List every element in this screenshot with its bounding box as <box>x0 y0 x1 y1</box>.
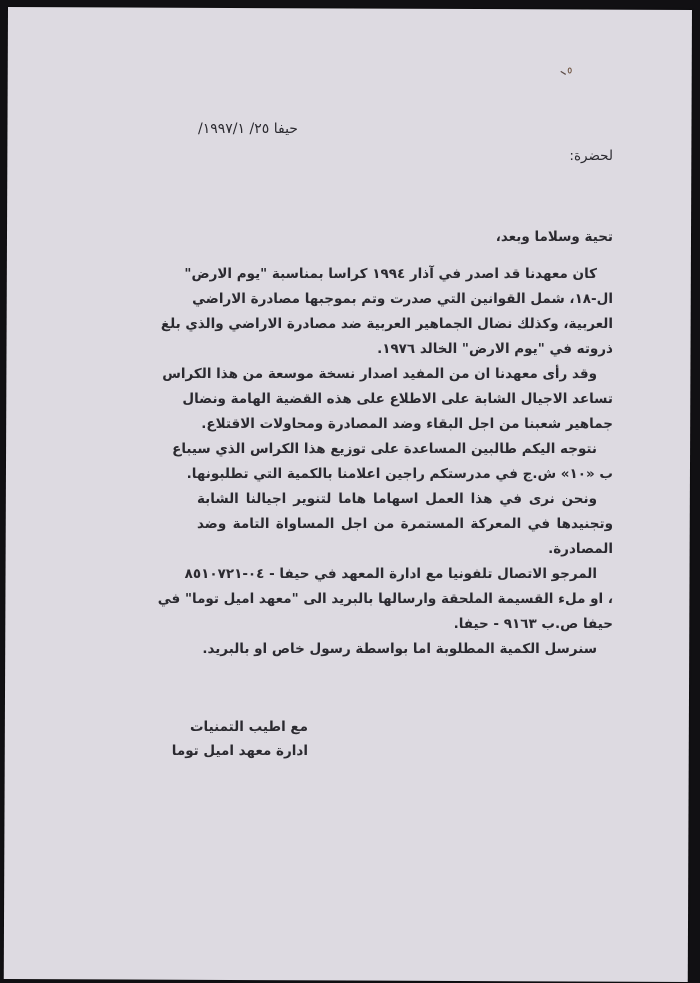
recipient-label: لحضرة: <box>569 148 613 164</box>
ink-mark-icon <box>560 66 574 76</box>
signature-line: ادارة معهد اميل توما <box>171 743 308 759</box>
body-line: المرجو الاتصال تلفونيا مع ادارة المعهد في حيفا - ٠٤-٨٥١٠٧٢١ <box>184 566 597 582</box>
body-line: نتوجه اليكم طالبين المساعدة على توزيع هذا الكراس الذي سيباع <box>172 441 597 457</box>
letter-body <box>157 262 613 662</box>
paragraph-3 <box>172 437 613 487</box>
closing-line: مع اطيب التمنيات <box>189 719 308 735</box>
paragraph-6 <box>197 637 613 662</box>
paragraph-4 <box>197 487 613 562</box>
paragraph-2 <box>162 362 613 437</box>
body-line: حيفا ص.ب ٩١٦٣ - حيفا. <box>453 616 613 632</box>
greeting: تحية وسلاما وبعد، <box>495 229 613 245</box>
body-line: جماهير شعبنا من اجل البقاء وضد المصادرة ومحاولات الاقتلاع. <box>201 416 613 432</box>
body-line: المصادرة. <box>548 541 613 557</box>
body-line: ، او ملء القسيمة الملحقة وارسالها بالبريد الى "معهد اميل توما" في <box>157 591 613 607</box>
body-line: ذروته في "يوم الارض" الخالد ١٩٧٦. <box>377 341 613 357</box>
paragraph-5 <box>157 562 613 637</box>
body-line: تساعد الاجيال الشابة على الاطلاع على هذه القضية الهامة ونضال <box>182 391 613 407</box>
date-line: حيفا ٢٥/ ١٩٩٧/١/ <box>198 121 298 137</box>
body-line: وقد رأى معهدنا ان من المفيد اصدار نسخة موسعة من هذا الكراس <box>162 366 597 382</box>
body-line: وتجنيدها في المعركة المستمرة من اجل المساواة التامة وضد <box>197 516 613 532</box>
body-line: سنرسل الكمية المطلوبة اما بواسطة رسول خاص او بالبريد. <box>202 641 597 657</box>
paragraph-1 <box>160 262 613 362</box>
body-line: ونحن نرى في هذا العمل اسهاما هاما لتنوير اجيالنا الشابة <box>197 491 597 507</box>
body-line: ال-١٨، شمل القوانين التي صدرت وتم بموجبها مصادرة الاراضي <box>192 291 613 307</box>
body-line: كان معهدنا قد اصدر في آذار ١٩٩٤ كراسا بمناسبة "يوم الارض" <box>184 266 597 282</box>
body-line: ب «١٠» ش.ج في مدرستكم راجين اعلامنا بالكمية التي تطلبونها. <box>186 466 613 482</box>
body-line: العربية، وكذلك نضال الجماهير العربية ضد مصادرة الاراضي والذي بلغ <box>160 316 613 332</box>
